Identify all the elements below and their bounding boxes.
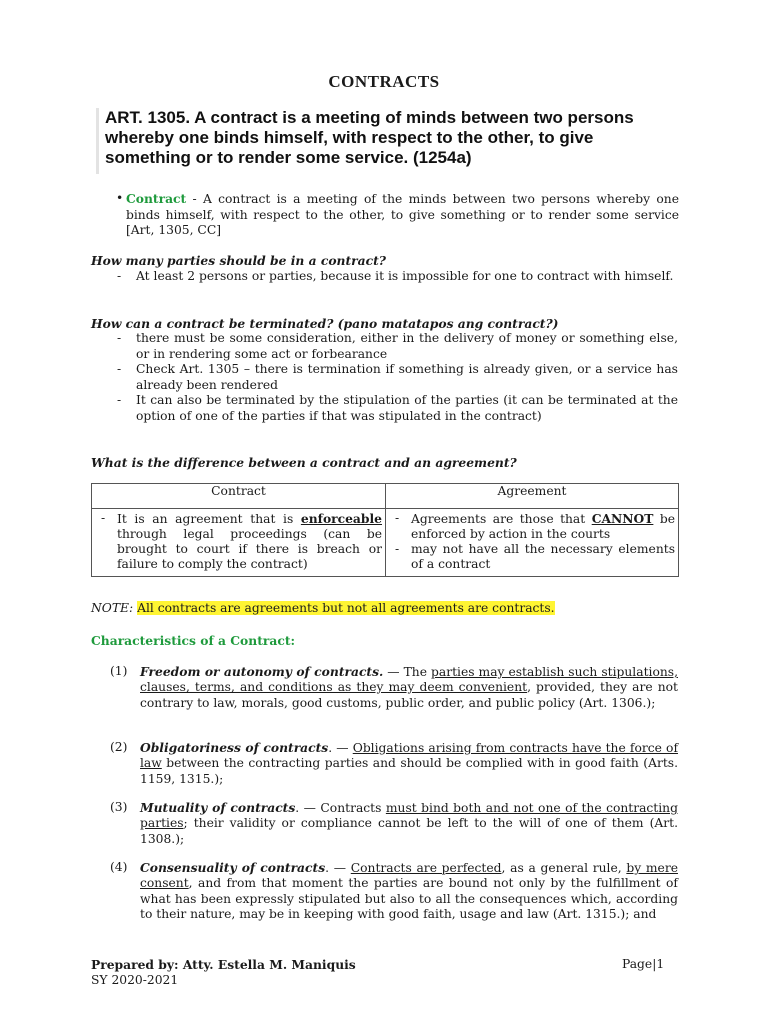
contract-cell <box>92 509 386 577</box>
table-header-agreement: Agreement <box>386 484 679 509</box>
list-item: - It can also be terminated by the stipulation of the parties (it can be terminated at the option of one of the parties if that was stipulated in the contract) <box>117 393 678 424</box>
question-parties: How many parties should be in a contract? <box>91 253 386 268</box>
list-item: - may not have all the necessary elements of a contract <box>389 542 675 572</box>
table-header-contract: Contract <box>92 484 386 509</box>
definition-term: Contract <box>126 191 187 206</box>
definition-text <box>126 191 679 239</box>
footer-school-year: SY 2020-2021 <box>91 973 179 987</box>
list-item: - Check Art. 1305 – there is termination if something is already given, or a service has already been rendered <box>117 362 678 393</box>
question-termination: How can a contract be terminated? (pano matatapos ang contract?) <box>91 316 559 331</box>
cannot-text: CANNOT <box>591 511 654 526</box>
list-item: - It is an agreement that is enforceable through legal proceedings (can be brought to court if there is breach or failure to comply the contract) <box>95 511 382 572</box>
list-item: - there must be some consideration, either in the delivery of money or something else, or in rendering some act or forbearance <box>117 331 678 362</box>
characteristic-item-2: (2) Obligatoriness of contracts. — Obligations arising from contracts have the force of law between the contracting parties and should be complied with in good faith (Arts. 1159, 1315.); <box>110 740 678 786</box>
contract-list <box>95 511 382 572</box>
comparison-table <box>91 483 679 577</box>
note-line <box>91 601 555 615</box>
list-item: - Agreements are those that CANNOT be enforced by action in the courts <box>389 511 675 542</box>
footer-page-number: Page|1 <box>622 957 665 971</box>
enforceable-text: enforceable <box>300 511 382 526</box>
characteristics-heading: Characteristics of a Contract: <box>91 633 296 648</box>
characteristic-item-1: (1) Freedom or autonomy of contracts. — The parties may establish such stipulations, clauses, terms, and conditions as they may deem convenient, provided, they are not contrary to law, morals, good customs, public order, and public policy (Art. 1306.); <box>110 664 678 710</box>
characteristic-item-3: (3) Mutuality of contracts. — Contracts must bind both and not one of the contracting parties; their validity or compliance cannot be left to the will of one of them (Art. 1308.); <box>110 800 678 846</box>
bullet-dot-icon: • <box>116 191 124 205</box>
answer-list-termination <box>117 331 678 424</box>
agreement-cell <box>386 509 679 577</box>
list-item: - At least 2 persons or parties, because it is impossible for one to contract with himself. <box>117 269 678 285</box>
footer-prepared-by: Prepared by: Atty. Estella M. Maniquis <box>91 957 356 972</box>
table-header-row <box>92 484 679 509</box>
definition-bullet <box>116 191 679 239</box>
answer-list-parties <box>117 269 678 285</box>
question-difference: What is the difference between a contract and an agreement? <box>91 455 517 470</box>
article-quote-block: ART. 1305. A contract is a meeting of minds between two persons whereby one binds himself, with respect to the other, to give something or to render some service. (1254a) <box>96 108 665 174</box>
definition-body: - A contract is a meeting of the minds between two persons whereby one binds himself, with respect to the other, to give something or to render some service [Art, 1305, CC] <box>126 192 679 237</box>
page-title: CONTRACTS <box>328 72 440 91</box>
note-highlight: All contracts are agreements but not all agreements are contracts. <box>137 601 555 615</box>
table-row <box>92 509 679 577</box>
agreement-list <box>389 511 675 572</box>
characteristic-item-4: (4) Consensuality of contracts. — Contracts are perfected, as a general rule, by mere consent, and from that moment the parties are bound not only by the fulfillment of what has been expressly stipulated but also to all the consequences which, according to their nature, may be in keeping with good faith, usage and law (Art. 1315.); and <box>110 860 678 921</box>
note-label: NOTE: <box>91 601 134 615</box>
